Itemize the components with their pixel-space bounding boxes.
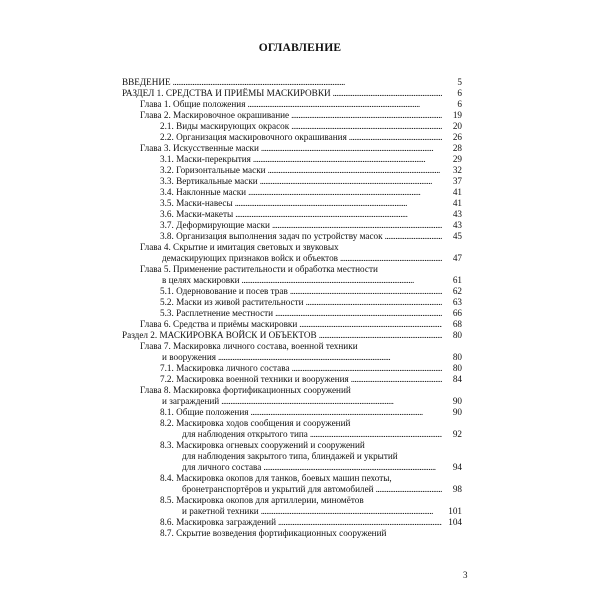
toc-entry-label: 8.5. Маскировка окопов для артиллерии, миномётов: [160, 495, 364, 505]
toc-entry-label: 2.2. Организация маскировочного окрашивания: [160, 132, 347, 142]
dot-leader: [261, 143, 442, 154]
dot-leader: [333, 88, 442, 99]
toc-entry-label: 8.4. Маскировка окопов для танков, боевых машин пехоты,: [160, 473, 392, 483]
dot-leader: [261, 506, 442, 517]
page-title: ОГЛАВЛЕНИЕ: [258, 42, 342, 54]
toc-entry-page: 61: [452, 275, 462, 285]
toc-entry-page: 41: [452, 187, 462, 197]
toc-entry-page: 6: [457, 99, 462, 109]
toc-entry: [122, 143, 462, 154]
dot-leader: [263, 462, 442, 473]
toc-entry: [122, 77, 462, 88]
toc-entry-label: 8.2. Маскировка ходов сообщения и сооружений: [160, 418, 351, 428]
toc-entry-page: 41: [452, 198, 462, 208]
toc-entry-label: 3.7. Деформирующие маски: [160, 220, 270, 230]
toc-entry-page: 29: [452, 154, 462, 164]
toc-entry-page: 43: [452, 209, 462, 219]
toc-entry-label: 2.1. Виды маскирующих окрасок: [160, 121, 290, 131]
toc-entry-label: ВВЕДЕНИЕ: [122, 77, 171, 87]
toc-entry-page: 62: [452, 286, 462, 296]
toc-entry: [122, 319, 462, 330]
toc-entry-label: Глава 4. Скрытие и имитация световых и звуковых: [140, 242, 339, 252]
toc-entry: [122, 374, 462, 385]
toc-entry-label: 8.1. Общие положения: [160, 407, 249, 417]
toc-entry: [122, 187, 462, 198]
toc-entry-page: 66: [452, 308, 462, 318]
dot-leader: [291, 121, 442, 132]
toc-entry-page: 37: [452, 176, 462, 186]
dot-leader: [218, 352, 442, 363]
dot-leader: [272, 220, 442, 231]
toc-entry-label: Глава 3. Искусственные маски: [140, 143, 259, 153]
toc-entry-label: для наблюдения открытого типа: [182, 429, 308, 439]
toc-entry: [122, 220, 462, 231]
toc-entry: [122, 418, 462, 440]
toc-entry-label: 5.1. Одерновование и посев трав: [160, 286, 288, 296]
toc-entry-page: 90: [452, 407, 462, 417]
toc-entry: [122, 528, 462, 539]
dot-leader: [275, 308, 442, 319]
toc-entry: [122, 242, 462, 264]
toc-entry-label: Глава 7. Маскировка личного состава, военной техники: [140, 341, 358, 351]
toc-entry: [122, 440, 462, 473]
toc-entry-page: 47: [452, 253, 462, 263]
toc-entry-label: 8.7. Скрытие возведения фортификационных сооружений: [160, 528, 387, 538]
toc-entry: [122, 407, 462, 418]
toc-entry-page: 6: [457, 88, 462, 98]
dot-leader: [247, 99, 442, 110]
toc-entry: [122, 473, 462, 495]
toc-entry-label: 8.6. Маскировка заграждений: [160, 517, 277, 527]
toc-entry-page: 45: [452, 231, 462, 241]
toc-entry-label: Глава 1. Общие положения: [140, 99, 246, 109]
dot-leader: [290, 286, 442, 297]
toc-entry-page: 43: [452, 220, 462, 230]
dot-leader: [235, 198, 442, 209]
dot-leader: [250, 407, 442, 418]
table-of-contents: [122, 77, 462, 539]
toc-entry-page: 19: [452, 110, 462, 120]
dot-leader: [292, 363, 442, 374]
toc-entry-label: 8.3. Маскировка огневых сооружений и сооружений: [160, 440, 365, 450]
toc-entry-page: 20: [452, 121, 462, 131]
dot-leader: [351, 374, 442, 385]
toc-entry-label: бронетранспортёров и укрытий для автомобилей: [182, 484, 374, 494]
page-number: 3: [463, 570, 468, 580]
toc-entry: [122, 231, 462, 242]
dot-leader: [376, 484, 442, 495]
toc-entry: [122, 286, 462, 297]
toc-entry: [122, 363, 462, 374]
toc-entry-page: 101: [448, 506, 462, 516]
toc-entry-page: 68: [452, 319, 462, 329]
toc-entry: [122, 308, 462, 319]
toc-entry-label: 3.8. Организация выполнения задач по устройству масок: [160, 231, 383, 241]
toc-entry-label: Раздел 2. МАСКИРОВКА ВОЙСК И ОБЪЕКТОВ: [122, 330, 317, 340]
toc-entry-page: 84: [452, 374, 462, 384]
toc-entry: [122, 99, 462, 110]
toc-entry-label: 7.2. Маскировка военной техники и вооружения: [160, 374, 349, 384]
dot-leader: [385, 231, 442, 242]
toc-entry-page: 28: [452, 143, 462, 153]
toc-entry: [122, 264, 462, 286]
toc-entry-label: 7.1. Маскировка личного состава: [160, 363, 290, 373]
dot-leader: [340, 253, 442, 264]
toc-entry-label: 5.3. Расплетнение местности: [160, 308, 274, 318]
dot-leader: [310, 429, 442, 440]
toc-entry-page: 98: [452, 484, 462, 494]
dot-leader: [242, 275, 442, 286]
toc-entry: [122, 165, 462, 176]
toc-entry-label: 3.6. Маски-макеты: [160, 209, 234, 219]
toc-entry-page: 32: [452, 165, 462, 175]
toc-entry-label: для наблюдения закрытого типа, блиндажей и укрытий: [182, 451, 398, 461]
dot-leader: [268, 165, 442, 176]
toc-entry: [122, 385, 462, 407]
toc-entry: [122, 88, 462, 99]
toc-entry-label: Глава 8. Маскировка фортификационных сооружений: [140, 385, 351, 395]
dot-leader: [253, 154, 442, 165]
toc-entry-label: и ракетной техники: [182, 506, 259, 516]
toc-entry-page: 94: [452, 462, 462, 472]
toc-entry: [122, 297, 462, 308]
toc-entry-label: и заграждений: [162, 396, 220, 406]
toc-entry: [122, 110, 462, 121]
dot-leader: [291, 110, 442, 121]
toc-entry-label: 3.4. Наклонные маски: [160, 187, 247, 197]
dot-leader: [319, 330, 442, 341]
toc-entry-label: 3.3. Вертикальные маски: [160, 176, 258, 186]
dot-leader: [248, 187, 442, 198]
toc-entry: [122, 209, 462, 220]
toc-entry-label: 3.1. Маски-перекрытия: [160, 154, 251, 164]
dot-leader: [173, 77, 442, 88]
dot-leader: [299, 319, 442, 330]
toc-entry: [122, 132, 462, 143]
toc-entry-page: 63: [452, 297, 462, 307]
toc-entry: [122, 517, 462, 528]
toc-entry-page: 5: [457, 77, 462, 87]
toc-entry: [122, 198, 462, 209]
dot-leader: [235, 209, 442, 220]
toc-entry-label: для личного состава: [182, 462, 262, 472]
toc-entry-label: 3.5. Маски-навесы: [160, 198, 233, 208]
toc-entry: [122, 341, 462, 363]
dot-leader: [306, 297, 442, 308]
toc-entry: [122, 495, 462, 517]
toc-entry-page: 92: [452, 429, 462, 439]
toc-entry-label: демаскирующих признаков войск и объектов: [162, 253, 339, 263]
toc-entry: [122, 330, 462, 341]
toc-entry-page: 104: [448, 517, 462, 527]
dot-leader: [349, 132, 442, 143]
toc-entry-label: 3.2. Горизонтальные маски: [160, 165, 266, 175]
dot-leader: [221, 396, 442, 407]
toc-entry: [122, 121, 462, 132]
toc-entry: [122, 154, 462, 165]
toc-entry: [122, 176, 462, 187]
toc-entry-page: 80: [452, 363, 462, 373]
toc-entry-label: РАЗДЕЛ 1. СРЕДСТВА И ПРИЁМЫ МАСКИРОВКИ: [122, 88, 331, 98]
toc-entry-page: 90: [452, 396, 462, 406]
toc-entry-label: и вооружения: [162, 352, 216, 362]
toc-entry-page: 26: [452, 132, 462, 142]
toc-entry-page: 80: [452, 330, 462, 340]
dot-leader: [260, 176, 442, 187]
toc-entry-label: 5.2. Маски из живой растительности: [160, 297, 304, 307]
dot-leader: [278, 517, 442, 528]
toc-entry-label: Глава 5. Применение растительности и обработка местности: [140, 264, 378, 274]
toc-entry-label: в целях маскировки: [162, 275, 240, 285]
toc-entry-label: Глава 6. Средства и приёмы маскировки: [140, 319, 298, 329]
toc-entry-label: Глава 2. Маскировочное окрашивание: [140, 110, 290, 120]
toc-entry-page: 80: [452, 352, 462, 362]
